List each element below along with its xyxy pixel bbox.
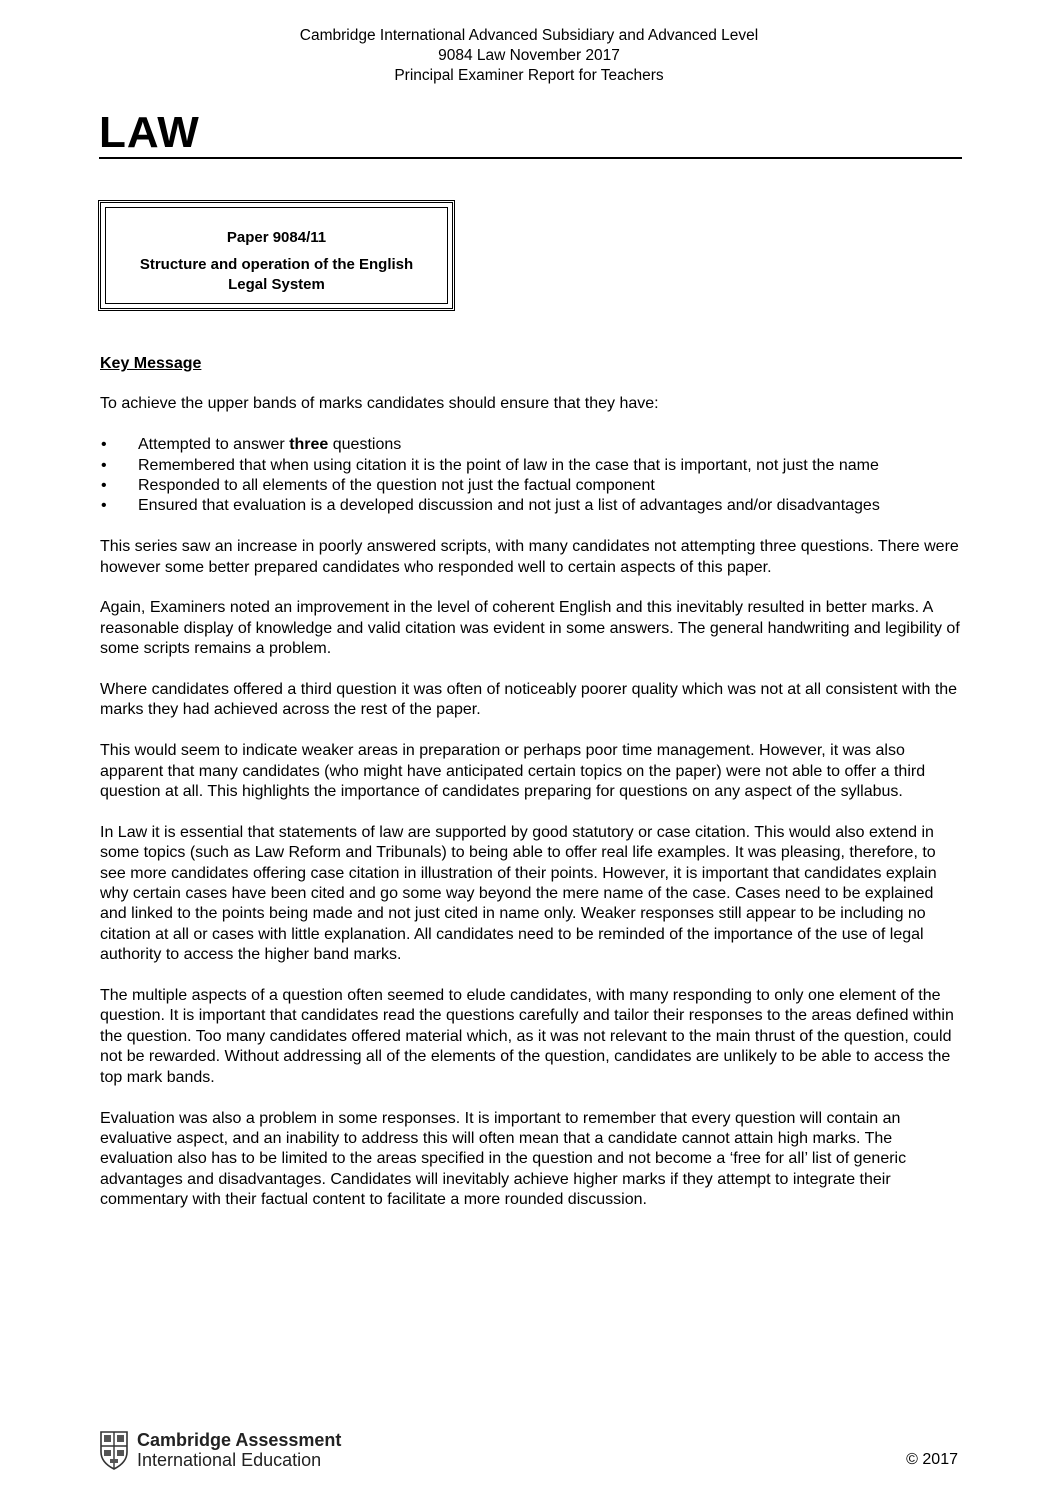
logo-text-line-1: Cambridge Assessment (137, 1430, 342, 1450)
logo-wordmark (137, 1430, 341, 1470)
bullet-text-before: Attempted to answer (138, 436, 290, 454)
key-message-item (100, 456, 962, 476)
paper-title-line-1: Structure and operation of the English (139, 256, 414, 273)
crest-icon (99, 1430, 129, 1470)
body-paragraph: In Law it is essential that statements of law are supported by good statutory or case citation. This would also extend in some topics (such as Law Reform and Tribunals) to being able to offer real life examples. It was pleasing, therefore, to see more candidates offering case citation in illustration of their points. However, it is important that candidates explain why certain cases have been cited and go some way beyond the mere name of the case. Cases need to be explained and linked to the points being made and not just cited in name only. Weaker responses still appear to be including no citation at all or cases with little explanation. All candidates need to be reminded of the importance of the use of legal authority to access the higher band marks. (100, 823, 937, 964)
bullet-icon: • (101, 436, 107, 454)
copyright-notice: © 2017 (906, 1451, 958, 1468)
bullet-text-bold: three (289, 436, 329, 454)
key-message-item (100, 496, 962, 516)
title-divider (99, 157, 962, 159)
body-paragraph: This series saw an increase in poorly answered scripts, with many candidates not attempting three questions. There were however some better prepared candidates who responded well to certain aspects of this paper. (100, 538, 959, 576)
paper-title-line-2: Legal System (228, 276, 325, 293)
paper-code: Paper 9084/11 (226, 229, 327, 246)
bullet-icon: • (101, 497, 107, 515)
header-line-report-title: Principal Examiner Report for Teachers (394, 67, 664, 84)
paper-info-box-inner (105, 207, 448, 304)
key-message-intro: To achieve the upper bands of marks candidates should ensure that they have: (100, 395, 659, 413)
body-paragraph: Again, Examiners noted an improvement in the level of coherent English and this inevitably resulted in better marks. A reasonable display of knowledge and valid citation was evident in some answers. The general handwriting and legibility of some scripts remains a problem. (100, 599, 960, 658)
logo-text-line-2: International Education (137, 1450, 322, 1470)
header-line-qualification: Cambridge International Advanced Subsidiary and Advanced Level (299, 27, 759, 44)
key-message-item (100, 435, 962, 455)
bullet-icon: • (101, 477, 107, 495)
key-message-heading: Key Message (100, 355, 202, 372)
report-body (100, 354, 962, 1231)
body-paragraph: Where candidates offered a third question it was often of noticeably poorer quality which was not at all consistent with the marks they had achieved across the rest of the paper. (100, 681, 958, 719)
cambridge-logo (99, 1427, 341, 1473)
paper-info-box (98, 200, 455, 311)
body-paragraph: Evaluation was also a problem in some responses. It is important to remember that every question will contain an evaluative aspect, and an inability to address this will often mean that a candidate cannot attain high marks. The evaluation also has to be limited to the areas specified in the question and not become a ‘free for all’ list of generic advantages and disadvantages. Candidates will inevitably achieve higher marks if they attempt to integrate their commentary with their factual content to facilitate a more rounded discussion. (100, 1109, 907, 1209)
bullet-text: Remembered that when using citation it is the point of law in the case that is important, not just the name (138, 456, 879, 474)
bullet-icon: • (101, 456, 107, 474)
bullet-text-after: questions (328, 436, 402, 454)
body-paragraph: The multiple aspects of a question often seemed to elude candidates, with many responding to only one element of the question. It is important that candidates read the questions carefully and tailor their responses to the areas defined within the question. Too many candidates offered material which, as it was not relevant to the main thrust of the question, could not be rewarded. Without addressing all of the elements of the question, candidates are unlikely to be able to access the top mark bands. (100, 987, 954, 1086)
header-line-session: 9084 Law November 2017 (438, 47, 620, 64)
subject-title: LAW (99, 108, 200, 157)
bullet-text: Ensured that evaluation is a developed discussion and not just a list of advantages and/or disadvantages (138, 497, 880, 515)
key-message-item (100, 476, 962, 496)
body-paragraph: This would seem to indicate weaker areas in preparation or perhaps poor time management. However, it was also apparent that many candidates (who might have anticipated certain topics on the paper) were not able to offer a third question at all. This highlights the importance of candidates preparing for questions on any aspect of the syllabus. (100, 742, 926, 801)
bullet-text: Responded to all elements of the question not just the factual component (138, 477, 655, 495)
report-header (0, 26, 1058, 86)
key-message-list (100, 435, 962, 517)
